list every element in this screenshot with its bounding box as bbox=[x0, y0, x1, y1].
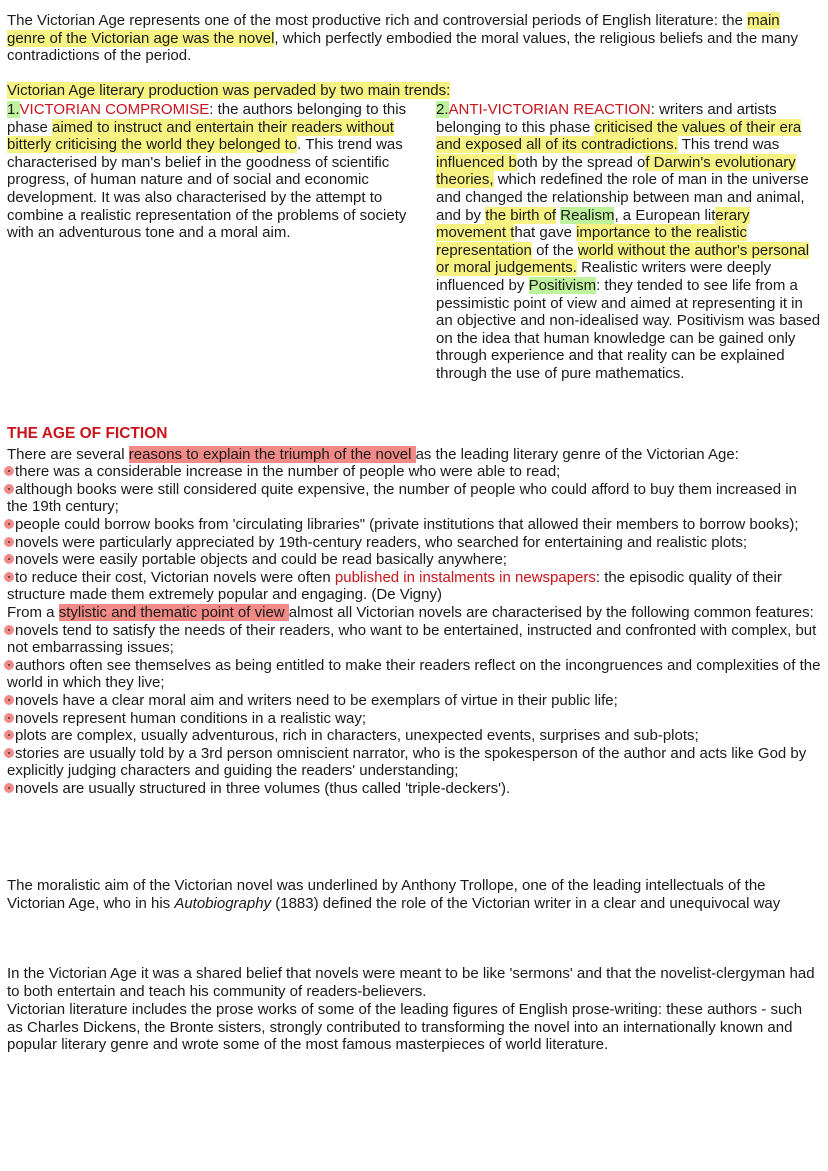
fiction-intro-text: There are several bbox=[7, 445, 129, 463]
trend2-text: , a European lit bbox=[614, 206, 716, 224]
reason-text: there was a considerable increase in the number of people who were able to read; bbox=[15, 463, 561, 481]
trend2-text: : writers and artists belonging to this phase bbox=[436, 101, 777, 136]
trend2-text: of the bbox=[531, 241, 578, 259]
intro-text-end: , which perfectly embodied the moral values, the religious beliefs and the many contradictions of the period. bbox=[7, 29, 799, 65]
trend2-highlight-realism: Realism bbox=[560, 206, 615, 224]
reason-item bbox=[7, 516, 821, 534]
reason-text: novels were easily portable objects and could be read basically anywhere; bbox=[15, 551, 507, 569]
bullet-dot-icon bbox=[4, 660, 14, 670]
feature-text: stories are usually told by a 3rd person omniscient narrator, who is the spokesperson of the author and acts like God by explicitly judging characters and guiding the readers' understanding; bbox=[7, 744, 807, 780]
reason-item bbox=[7, 534, 821, 552]
trend2-text: This trend was bbox=[677, 136, 780, 154]
bullet-dot-icon bbox=[4, 554, 14, 564]
trend2-text: hat gave bbox=[514, 224, 577, 242]
feature-text: authors often see themselves as being entitled to make their readers reflect on the incongruences and complexities of the world in which they live; bbox=[7, 656, 821, 692]
trend1-text-end: . This trend was characterised by man's belief in the goodness of scientific progress, of human nature and of social and economic development. It was also characterised by the attempt to combine a realistic representation of the problems of society with an adventurous tone and a moral aim. bbox=[7, 136, 407, 242]
trend2-highlight-positivism: Positivism bbox=[528, 276, 597, 294]
trend2-text: oth by the spread o bbox=[516, 153, 646, 171]
fiction-intro bbox=[7, 446, 821, 464]
trends-intro bbox=[7, 82, 821, 100]
trend2-highlight-world: world without the author's personal or moral judgements. bbox=[436, 241, 810, 277]
feature-item bbox=[7, 727, 821, 745]
trend2-highlight-values: criticised the values of their era and exposed all of its contradictions. bbox=[436, 118, 802, 154]
trend1-text: : the authors belonging to this phase bbox=[7, 101, 407, 136]
bullet-dot-icon bbox=[4, 519, 14, 529]
intro-highlight: main genre of the Victorian age was the novel bbox=[7, 12, 780, 47]
reason-text: people could borrow books from 'circulating libraries" (private institutions that allowed their members to borrow books); bbox=[15, 515, 799, 533]
fiction-intro-highlight: reasons to explain the triumph of the novel bbox=[128, 445, 416, 463]
reason-text-end: : the episodic quality of their structure made them extremely popular and engaging. (De Vigny) bbox=[7, 568, 782, 604]
trend1-highlight: aimed to instruct and entertain their readers without bitterly criticising the world they belonged to bbox=[7, 118, 394, 154]
reason-red-text: published in instalments in newspapers bbox=[334, 568, 596, 586]
trend2-highlight-darwin: f Darwin's evolutionary theories, bbox=[436, 153, 796, 189]
features-intro bbox=[7, 604, 821, 622]
reason-text: although books were still considered quite expensive, the number of people who could afford to buy them increased in the 19th century; bbox=[7, 480, 797, 516]
trend2-highlight-movement: erary movement t bbox=[436, 206, 750, 242]
trend2-highlight-birth: the birth of bbox=[485, 206, 557, 224]
fiction-intro-text-end: as the leading literary genre of the Victorian Age: bbox=[415, 445, 739, 463]
closing-paragraph-sermons: In the Victorian Age it was a shared belief that novels were meant to be like 'sermons' and that the novelist-clergyman had to both entertain and teach his community of readers-believers. bbox=[7, 965, 815, 1000]
trend-victorian-compromise bbox=[7, 101, 407, 242]
reason-text: to reduce their cost, Victorian novels were often bbox=[15, 568, 335, 586]
bullet-dot-icon bbox=[4, 748, 14, 758]
feature-item bbox=[7, 710, 821, 728]
age-of-fiction-section bbox=[7, 425, 821, 797]
reason-text: novels were particularly appreciated by 19th-century readers, who searched for entertaining and realistic plots; bbox=[15, 533, 748, 551]
intro-paragraph bbox=[7, 12, 821, 65]
bullet-dot-icon bbox=[4, 625, 14, 635]
trend2-text-end: : they tended to see life from a pessimistic point of view and aimed at representing it in an objective and non-idealised way. Positivism was based on the idea that human knowledge can be gained only through experience and that reality can be explained through the use of pure mathematics. bbox=[436, 276, 821, 382]
reason-item bbox=[7, 481, 821, 516]
trollope-text-end: (1883) defined the role of the Victorian writer in a clear and unequivocal way bbox=[271, 894, 781, 912]
bullet-dot-icon bbox=[4, 466, 14, 476]
bullet-dot-icon bbox=[4, 730, 14, 740]
trends-intro-highlight: Victorian Age literary production was pervaded by two main trends: bbox=[7, 82, 451, 99]
feature-text: novels tend to satisfy the needs of their readers, who want to be entertained, instructed and confronted with complex, but not embarrassing issues; bbox=[7, 621, 817, 657]
features-intro-text: From a bbox=[7, 603, 59, 621]
reason-item bbox=[7, 463, 821, 481]
feature-item bbox=[7, 780, 821, 798]
intro-text: The Victorian Age represents one of the most productive rich and controversial periods of English literature: the bbox=[7, 12, 748, 29]
trend2-number: 2. bbox=[436, 101, 449, 118]
feature-item bbox=[7, 745, 821, 780]
feature-item bbox=[7, 692, 821, 710]
feature-text: novels represent human conditions in a realistic way; bbox=[15, 709, 367, 727]
bullet-dot-icon bbox=[4, 537, 14, 547]
trend2-title: ANTI-VICTORIAN REACTION bbox=[448, 101, 651, 118]
feature-item bbox=[7, 657, 821, 692]
trend1-number: 1. bbox=[7, 101, 20, 118]
bullet-dot-icon bbox=[4, 695, 14, 705]
section-heading: THE AGE OF FICTION bbox=[7, 425, 168, 442]
trend2-text: which redefined the role of man in the universe and changed the relationship between man and animal, and by bbox=[436, 171, 809, 224]
trollope-text: The moralistic aim of the Victorian novel was underlined by Anthony Trollope, one of the leading intellectuals of the Victorian Age, who in his bbox=[7, 877, 766, 912]
trend2-highlight-importance: importance to the realistic representation bbox=[436, 224, 748, 259]
bullet-dot-icon bbox=[4, 572, 14, 582]
reason-item bbox=[7, 569, 821, 604]
trend2-highlight-influenced: influenced b bbox=[436, 153, 517, 171]
bullet-dot-icon bbox=[4, 713, 14, 723]
feature-item bbox=[7, 622, 821, 657]
trend1-title: VICTORIAN COMPROMISE bbox=[19, 101, 210, 118]
feature-text: plots are complex, usually adventurous, rich in characters, unexpected events, surprises and sub-plots; bbox=[15, 727, 699, 745]
autobiography-title: Autobiography bbox=[174, 894, 272, 912]
feature-text: novels have a clear moral aim and writers need to be exemplars of virtue in their public life; bbox=[15, 691, 618, 709]
trend2-text: Realistic writers were deeply influenced by bbox=[436, 259, 772, 294]
features-intro-text-end: almost all Victorian novels are characterised by the following common features: bbox=[288, 603, 814, 621]
features-intro-highlight: stylistic and thematic point of view bbox=[58, 603, 289, 621]
feature-text: novels are usually structured in three volumes (thus called 'triple-deckers'). bbox=[15, 779, 511, 797]
closing-paragraph-prose: Victorian literature includes the prose works of some of the leading figures of English prose-writing: these authors - such as Charles Dickens, the Bronte sisters, strongly contributed to transforming the novel into an internationally known and popular literary genre and wrote some of the most famous masterpieces of world literature. bbox=[7, 1001, 803, 1054]
bullet-dot-icon bbox=[4, 484, 14, 494]
trend-anti-victorian-reaction bbox=[436, 101, 822, 383]
reason-item bbox=[7, 551, 821, 569]
bullet-dot-icon bbox=[4, 783, 14, 793]
trollope-paragraph bbox=[7, 877, 821, 912]
